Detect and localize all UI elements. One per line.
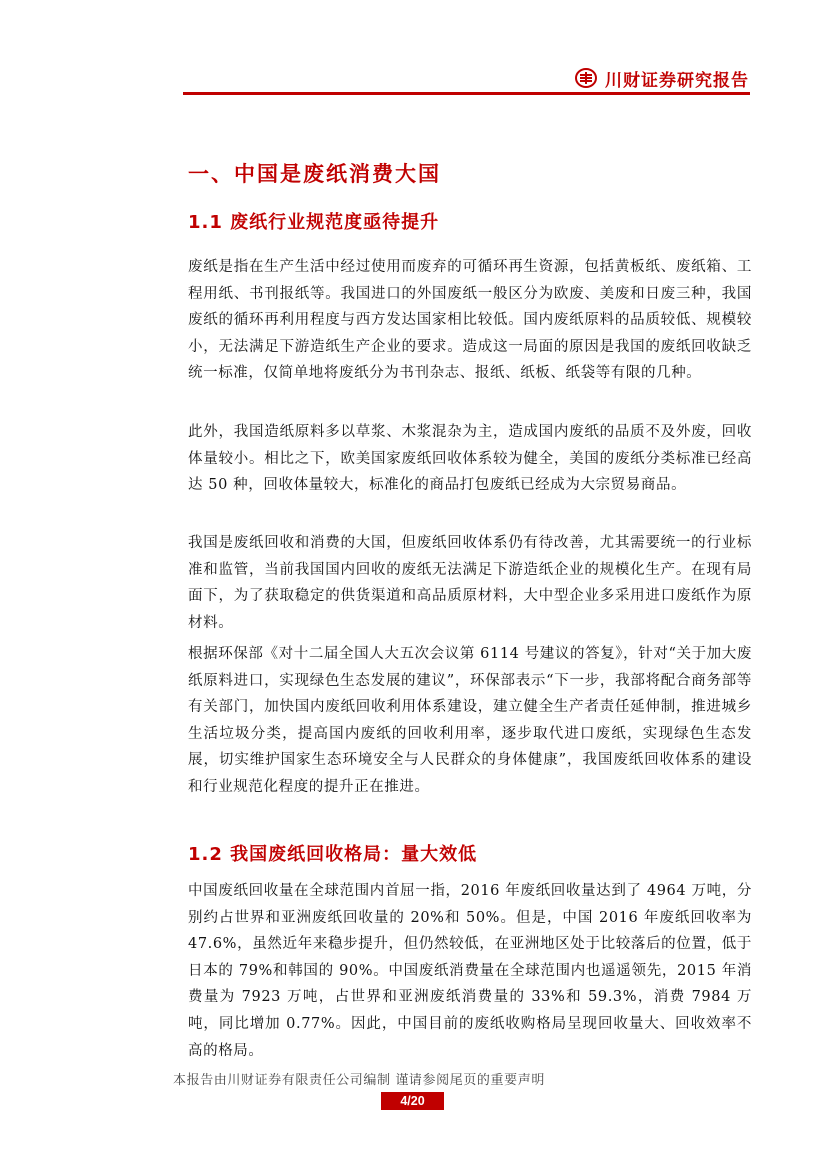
subsection-title-1-1: 1.1 废纸行业规范度亟待提升 — [188, 212, 440, 233]
circle-s-logo-icon — [575, 68, 597, 88]
footer-disclaimer: 本报告由川财证券有限责任公司编制 谨请参阅尾页的重要声明 — [173, 1073, 545, 1088]
header-divider — [183, 92, 750, 95]
paragraph: 根据环保部《对十二届全国人大五次会议第 6114 号建议的答复》，针对“关于加大废纸原料进口，实现绿色生态发展的建议”，环保部表示“下一步，我部将配合商务部等有关部门，加快国内废纸回收利用体系建设，建立健全生产者责任延伸制，推进城乡生活垃圾分类，提高国内废纸的回收利用率，逐步取代进口废纸，实现绿色生态发展，切实维护国家生态环境安全与人民群众的身体健康”，我国废纸回收体系的建设和行业规范化程度的提升正在推进。 — [188, 646, 752, 795]
paragraph: 中国废纸回收量在全球范围内首屈一指，2016 年废纸回收量达到了 4964 万吨，分别约占世界和亚洲废纸回收量的 20%和 50%。但是，中国 2016 年废纸回收率为 47.6%，虽然近年来稳步提升，但仍然较低，在亚洲地区处于比较落后的位置，低于日本的 79%和韩国的 90%。中国废纸消费量在全球范围内也遥遥领先，2015 年消费量为 7923 万吨，占世界和亚洲废纸消费量的 33%和 59.3%，消费 7984 万吨，同比增加 0.77%。因此，中国目前的废纸收购格局呈现回收量大、回收效率不高的格局。 — [188, 883, 752, 1059]
subsection-title-1-2: 1.2 我国废纸回收格局：量大效低 — [188, 844, 478, 865]
paragraph: 此外，我国造纸原料多以草浆、木浆混杂为主，造成国内废纸的品质不及外废，回收体量较小。相比之下，欧美国家废纸回收体系较为健全，美国的废纸分类标准已经高达 50 种，回收体量较大，标准化的商品打包废纸已经成为大宗贸易商品。 — [188, 424, 752, 494]
brand-name: 川财证券研究报告 — [605, 70, 749, 91]
header-brand — [575, 66, 749, 90]
section-title: 一、中国是废纸消费大国 — [188, 162, 441, 186]
page-number: 4/20 — [381, 1092, 444, 1110]
paragraph: 废纸是指在生产生活中经过使用而废弃的可循环再生资源，包括黄板纸、废纸箱、工程用纸、书刊报纸等。我国进口的外国废纸一般区分为欧废、美废和日废三种，我国废纸的循环再利用程度与西方发达国家相比较低。国内废纸原料的品质较低、规模较小，无法满足下游造纸生产企业的要求。造成这一局面的原因是我国的废纸回收缺乏统一标准，仅简单地将废纸分为书刊杂志、报纸、纸板、纸袋等有限的几种。 — [188, 259, 752, 382]
paragraph: 我国是废纸回收和消费的大国，但废纸回收体系仍有待改善，尤其需要统一的行业标准和监管，当前我国国内回收的废纸无法满足下游造纸企业的规模化生产。在现有局面下，为了获取稳定的供货渠道和高品质原材料，大中型企业多采用进口废纸作为原材料。 — [188, 535, 752, 631]
